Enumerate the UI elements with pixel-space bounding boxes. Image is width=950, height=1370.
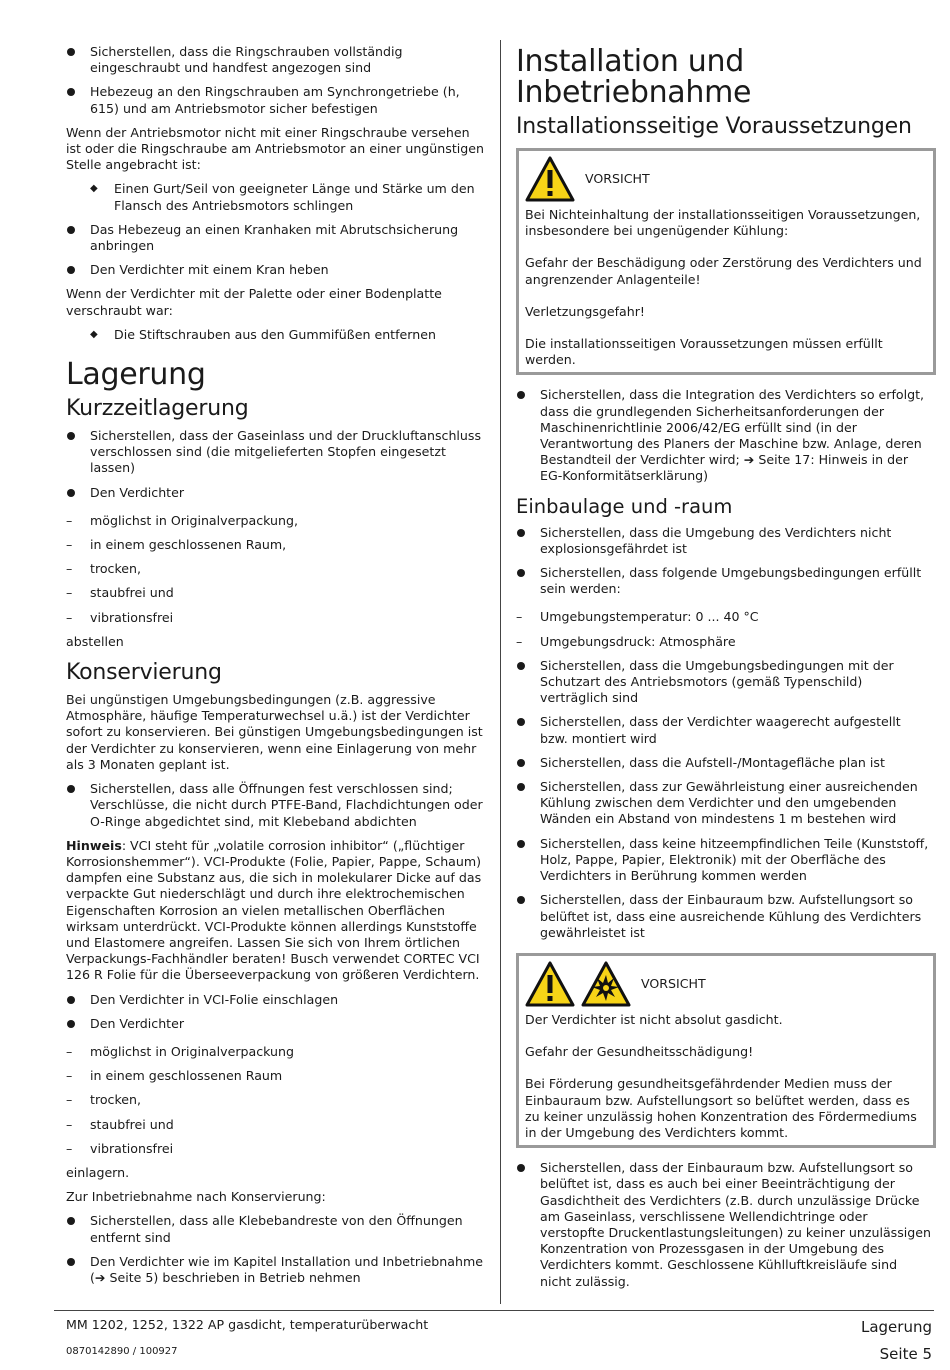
- list-item: ◆ Einen Gurt/Seil von geeigneter Länge und Stärke um den Flansch des Antriebsmotors schlingen: [90, 181, 475, 213]
- arrow-right-icon: ➔: [94, 1269, 106, 1285]
- list-item: Sicherstellen, dass die Aufstell-/Montagefläche plan ist: [516, 755, 932, 771]
- list-item: Den Verdichter wie im Kapitel Installation und Inbetriebnahme (➔ Seite 5) beschrieben in Betrieb nehmen: [66, 1254, 484, 1286]
- list-item: – trocken,: [66, 561, 142, 577]
- list-item: Sicherstellen, dass folgende Umgebungsbedingungen erfüllt sein werden:: [516, 565, 932, 597]
- list-item: ◆ Die Stiftschrauben aus den Gummifüßen entfernen: [90, 326, 436, 342]
- warning-text: Gefahr der Gesundheitsschädigung!: [525, 1044, 754, 1060]
- hinweis-paragraph: Hinweis: VCI steht für „volatile corrosion inhibitor“ („flüchtiger Korrosionshemmer“). VCI-Produkte (Folie, Papier, Pappe, Schaum) dampfen eine Substanz aus, die sich in molekularer Dicke auf das verpackte Gut niederschlägt und durch ihre elektrochemischen Eigenschaften Korrosion an vielen metallischen Oberflächen wirksam unterdrückt. VCI-Produkte können allerdings Kunststoffe und Elastomere angreifen. Lassen Sie sich von Ihrem örtlichen Verpackungs-Fachhändler beraten! Busch verwendet CORTEC VCI 126 R Folie für die Überseeverpackung von größeren Verdichtern.: [66, 837, 482, 983]
- paragraph: Bei ungünstigen Umgebungsbedingungen (z.B. aggressive Atmosphäre, häufige Temperaturwechsel u.ä.) ist der Verdichter sofort zu konservieren. Bei günstigen Umgebungsbedingungen ist der Verdichter zu konservieren, wenn eine Einlagerung von mehr als 3 Monaten geplant ist.: [66, 692, 483, 772]
- arrow-right-icon: ➔: [743, 452, 755, 468]
- right-column: [516, 44, 932, 1298]
- list-item: – vibrationsfrei: [66, 609, 174, 625]
- list-item: – in einem geschlossenen Raum: [66, 1068, 283, 1084]
- warning-text: Bei Förderung gesundheitsgefährdender Medien muss der Einbauraum bzw. Aufstellungsort so belüftet werden, dass es zu keiner unzulässig hohen Konzentration des Fördermediums in der Umgebung des Verdichters kommt.: [525, 1076, 917, 1140]
- list-item: Sicherstellen, dass der Einbauraum bzw. Aufstellungsort so belüftet ist, dass eine ausreichende Kühlung des Verdichters gewährleistet ist: [516, 892, 932, 941]
- paragraph: einlagern.: [66, 1164, 130, 1180]
- list-item: Sicherstellen, dass alle Öffnungen fest verschlossen sind; Verschlüsse, die nicht durch PTFE-Band, Flachdichtungen oder O-Ringe abgedichtet sind, mit Klebeband abdichten: [66, 781, 484, 830]
- list-item: Den Verdichter: [66, 1016, 484, 1032]
- warning-text: Verletzungsgefahr!: [525, 303, 645, 319]
- heading-kurzzeitlagerung: Kurzzeitlagerung: [66, 396, 249, 422]
- list-item: Sicherstellen, dass die Umgebungsbedingungen mit der Schutzart des Antriebsmotors (gemäß Typenschild) verträglich sind: [516, 658, 932, 707]
- warning-text: Gefahr der Beschädigung oder Zerstörung des Verdichters und angrenzender Anlagenteile!: [525, 255, 922, 287]
- footer-divider: [54, 1310, 934, 1311]
- paragraph: Zur Inbetriebnahme nach Konservierung:: [66, 1189, 326, 1205]
- list-item: – Umgebungstemperatur: 0 ... 40 °C: [516, 609, 759, 625]
- footer-doc-id: 0870142890 / 100927: [66, 1346, 178, 1357]
- list-item: – vibrationsfrei: [66, 1140, 174, 1156]
- list-item: Sicherstellen, dass der Gaseinlass und der Druckluftanschluss verschlossen sind (die mitgelieferten Stopfen eingesetzt lassen): [66, 428, 484, 477]
- list-item: Sicherstellen, dass der Einbauraum bzw. Aufstellungsort so belüftet ist, dass es auch bei einer Beeinträchtigung der Gasdichtheit des Verdichters (z.B. durch unzulässige Drücke am Gaseinlass, verschlissene Wellendichtringe oder verstopfte Druckentlastungsleitungen) zu keiner unzulässigen Konzentration von Prozessgasen in der Umgebung des Verdichters kommt. Geschlossene Kühlluftkreisläufe sind nicht zulässig.: [516, 1160, 932, 1290]
- warning-box: [516, 148, 936, 375]
- list-item: Den Verdichter in VCI-Folie einschlagen: [66, 992, 484, 1008]
- column-divider: [500, 40, 501, 1304]
- list-item: Sicherstellen, dass keine hitzeempfindlichen Teile (Kunststoff, Holz, Pappe, Papier, Elektronik) mit der Oberfläche des Verdichters in Berührung kommen werden: [516, 836, 932, 885]
- warning-title: VORSICHT: [641, 975, 706, 991]
- list-item: Den Verdichter mit einem Kran heben: [66, 262, 484, 278]
- list-item: Sicherstellen, dass zur Gewährleistung einer ausreichenden Kühlung zwischen dem Verdichter und den umgebenden Wänden ein Abstand von mindestens 1 m bestehen wird: [516, 779, 932, 828]
- left-column: [66, 44, 484, 1294]
- list-item: – staubfrei und: [66, 585, 174, 601]
- paragraph: Wenn der Antriebsmotor nicht mit einer Ringschraube versehen ist oder die Ringschraube am Antriebsmotor an einer ungünstigen Stelle angebracht ist:: [66, 124, 484, 173]
- list-item: Den Verdichter: [66, 485, 484, 501]
- heading-voraussetzungen: Installationsseitige Voraussetzungen: [516, 114, 912, 139]
- diamond-bullet-icon: ◆: [90, 183, 98, 195]
- footer-section: Lagerung: [860, 1318, 932, 1336]
- heading-lagerung: Lagerung: [66, 357, 206, 393]
- list-item: Sicherstellen, dass der Verdichter waagerecht aufgestellt bzw. montiert wird: [516, 714, 932, 746]
- list-item: – möglichst in Originalverpackung: [66, 1043, 295, 1059]
- footer-model: MM 1202, 1252, 1322 AP gasdicht, temperaturüberwacht: [66, 1317, 429, 1332]
- explosion-hazard-icon: [581, 961, 631, 1007]
- list-item: – staubfrei und: [66, 1116, 174, 1132]
- list-item: Das Hebezeug an einen Kranhaken mit Abrutschsicherung anbringen: [66, 222, 484, 254]
- list-item: Sicherstellen, dass die Integration des Verdichters so erfolgt, dass die grundlegenden Sicherheitsanforderungen der Maschinenrichtlinie 2006/42/EG erfüllt sind (in der Verantwortung des Planers der Maschine bzw. Anlage, deren Bestandteil der Verdichter wird; ➔ Seite 17: Hinweis in der EG-Konformitätserklärung): [516, 387, 932, 484]
- heading-installation: Installation und Inbetriebnahme: [516, 44, 752, 110]
- page-number: Seite 5: [879, 1345, 932, 1363]
- list-item: Sicherstellen, dass die Umgebung des Verdichters nicht explosionsgefährdet ist: [516, 525, 932, 557]
- list-item: – möglichst in Originalverpackung,: [66, 512, 299, 528]
- warning-text: Der Verdichter ist nicht absolut gasdicht.: [525, 1011, 783, 1027]
- warning-triangle-icon: [525, 961, 575, 1007]
- list-item: Sicherstellen, dass die Ringschrauben vollständig eingeschraubt und handfest angezogen sind: [66, 44, 484, 76]
- warning-text: Bei Nichteinhaltung der installationsseitigen Voraussetzungen, insbesondere bei ungenügender Kühlung:: [525, 207, 921, 239]
- warning-text: Die installationsseitigen Voraussetzungen müssen erfüllt werden.: [525, 336, 883, 368]
- paragraph: abstellen: [66, 633, 124, 649]
- list-item: – trocken,: [66, 1092, 142, 1108]
- paragraph: Wenn der Verdichter mit der Palette oder einer Bodenplatte verschraubt war:: [66, 286, 442, 318]
- list-item: Sicherstellen, dass alle Klebebandreste von den Öffnungen entfernt sind: [66, 1213, 484, 1245]
- warning-box: [516, 953, 936, 1148]
- list-item: Hebezeug an den Ringschrauben am Synchrongetriebe (h, 615) und am Antriebsmotor sicher befestigen: [66, 84, 484, 116]
- diamond-bullet-icon: ◆: [90, 328, 98, 340]
- heading-einbaulage: Einbaulage und -raum: [516, 494, 733, 518]
- list-item: – Umgebungsdruck: Atmosphäre: [516, 633, 736, 649]
- heading-konservierung: Konservierung: [66, 660, 222, 686]
- list-item: – in einem geschlossenen Raum,: [66, 537, 287, 553]
- warning-title: VORSICHT: [585, 170, 650, 186]
- footer-section-page: [861, 1314, 932, 1368]
- warning-triangle-icon: [525, 156, 575, 202]
